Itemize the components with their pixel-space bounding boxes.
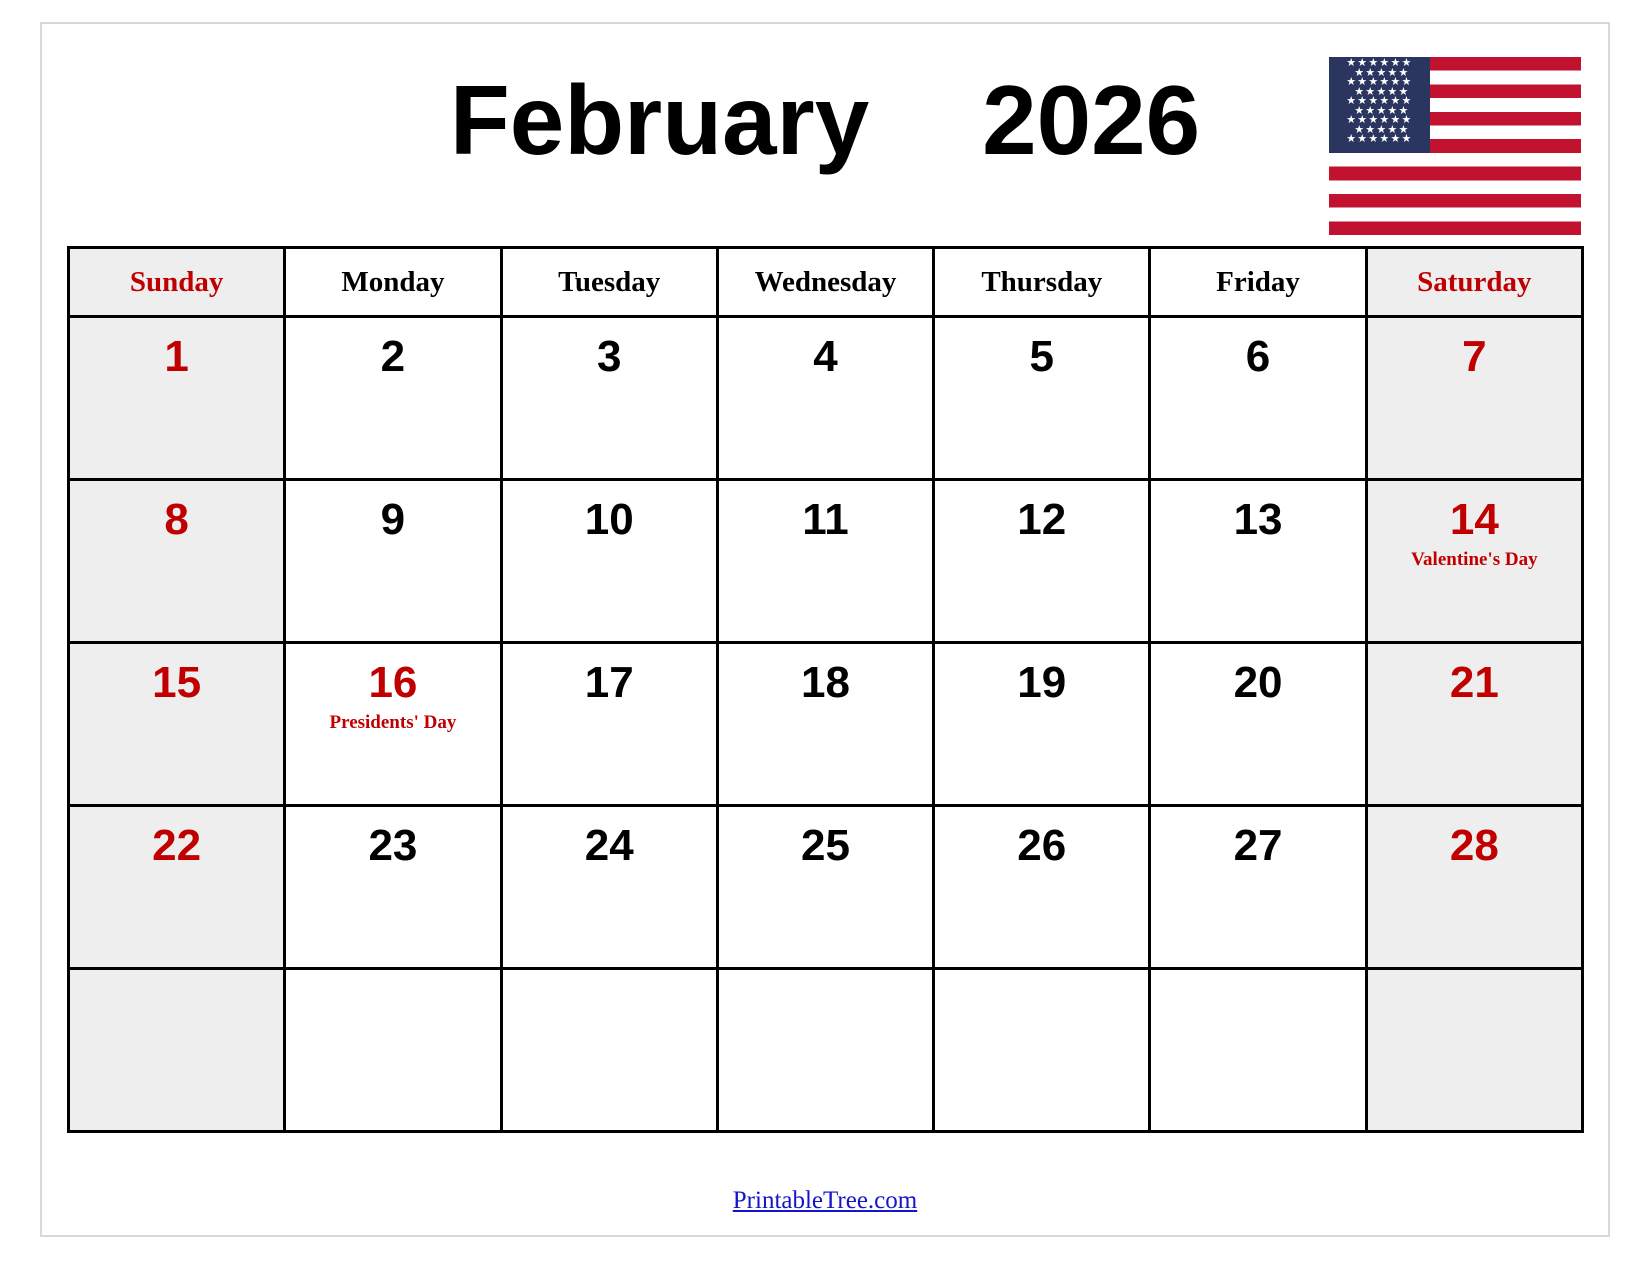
day-cell[interactable]	[501, 643, 717, 806]
weekday-header-saturday: Saturday	[1366, 248, 1582, 317]
day-number: 23	[368, 821, 418, 870]
day-cell[interactable]	[1150, 643, 1366, 806]
day-cell[interactable]	[1366, 806, 1582, 969]
day-cell[interactable]	[1150, 969, 1366, 1132]
day-cell[interactable]	[69, 969, 285, 1132]
day-cell[interactable]	[1366, 969, 1582, 1132]
title-year: 2026	[982, 65, 1201, 175]
day-cell[interactable]	[934, 806, 1150, 969]
day-event: Presidents' Day	[329, 712, 457, 733]
day-cell[interactable]	[717, 643, 933, 806]
day-number: 7	[1462, 332, 1487, 381]
calendar-week-row	[69, 317, 1583, 480]
title-month: February	[449, 65, 870, 175]
day-cell[interactable]	[1366, 643, 1582, 806]
day-number: 6	[1245, 332, 1271, 381]
day-number: 11	[802, 495, 849, 544]
day-cell[interactable]	[1150, 806, 1366, 969]
day-cell[interactable]	[501, 969, 717, 1132]
day-cell[interactable]	[934, 643, 1150, 806]
day-number: 10	[584, 495, 634, 544]
day-cell[interactable]	[934, 317, 1150, 480]
calendar-sheet	[40, 22, 1610, 1237]
day-cell[interactable]	[717, 806, 933, 969]
day-number: 26	[1017, 821, 1067, 870]
calendar-week-row	[69, 643, 1583, 806]
day-number: 13	[1233, 495, 1283, 544]
day-number: 27	[1233, 821, 1283, 870]
calendar-header	[42, 24, 1608, 239]
day-number: 14	[1449, 495, 1499, 544]
day-cell[interactable]	[69, 806, 285, 969]
day-cell[interactable]	[934, 969, 1150, 1132]
day-number: 16	[368, 658, 418, 707]
day-cell[interactable]	[717, 317, 933, 480]
day-cell[interactable]	[1150, 480, 1366, 643]
day-cell[interactable]	[717, 480, 933, 643]
calendar-grid	[67, 246, 1584, 1133]
weekday-header-tuesday: Tuesday	[501, 248, 717, 317]
us-flag-icon	[1329, 57, 1581, 235]
footer	[42, 1187, 1608, 1215]
day-number: 12	[1017, 495, 1067, 544]
day-cell[interactable]	[501, 317, 717, 480]
day-number: 22	[152, 821, 202, 870]
day-number: 8	[164, 495, 189, 544]
day-cell[interactable]	[934, 480, 1150, 643]
day-cell[interactable]	[1150, 317, 1366, 480]
day-cell[interactable]	[285, 480, 501, 643]
day-number: 1	[164, 332, 189, 381]
calendar-week-row	[69, 806, 1583, 969]
day-event: Valentine's Day	[1411, 549, 1538, 570]
calendar-week-row	[69, 480, 1583, 643]
day-number: 25	[801, 821, 850, 870]
day-number: 4	[813, 332, 838, 381]
weekday-header-wednesday: Wednesday	[717, 248, 933, 317]
day-cell[interactable]	[69, 480, 285, 643]
day-cell[interactable]	[1366, 480, 1582, 643]
day-number: 28	[1449, 821, 1499, 870]
day-cell[interactable]	[285, 643, 501, 806]
day-number: 3	[596, 332, 622, 381]
day-cell[interactable]	[285, 969, 501, 1132]
weekday-header-thursday: Thursday	[934, 248, 1150, 317]
day-cell[interactable]	[501, 806, 717, 969]
day-cell[interactable]	[69, 317, 285, 480]
weekday-header-monday: Monday	[285, 248, 501, 317]
day-number: 21	[1449, 658, 1499, 707]
day-cell[interactable]	[1366, 317, 1582, 480]
day-number: 24	[584, 821, 634, 870]
day-cell[interactable]	[69, 643, 285, 806]
weekday-header-sunday: Sunday	[69, 248, 285, 317]
day-cell[interactable]	[717, 969, 933, 1132]
weekday-header-row	[69, 248, 1583, 317]
day-cell[interactable]	[285, 806, 501, 969]
weekday-header-friday: Friday	[1150, 248, 1366, 317]
day-number: 2	[380, 332, 406, 381]
day-number: 19	[1017, 658, 1067, 707]
day-number: 15	[152, 658, 202, 707]
day-number: 20	[1233, 658, 1283, 707]
day-cell[interactable]	[285, 317, 501, 480]
day-number: 9	[380, 495, 406, 544]
day-number: 18	[801, 658, 850, 707]
day-cell[interactable]	[501, 480, 717, 643]
day-number: 17	[584, 658, 634, 707]
day-number: 5	[1029, 332, 1054, 381]
calendar-week-row	[69, 969, 1583, 1132]
printabletree-link[interactable]: PrintableTree.com	[732, 1187, 918, 1214]
flag-stars: ★★★★★★ ★★★★★ ★★★★★★ ★★★★★ ★★★★★★ ★★★★★ ★★★★★★ ★★★★★ ★★★★★★	[1346, 57, 1413, 145]
